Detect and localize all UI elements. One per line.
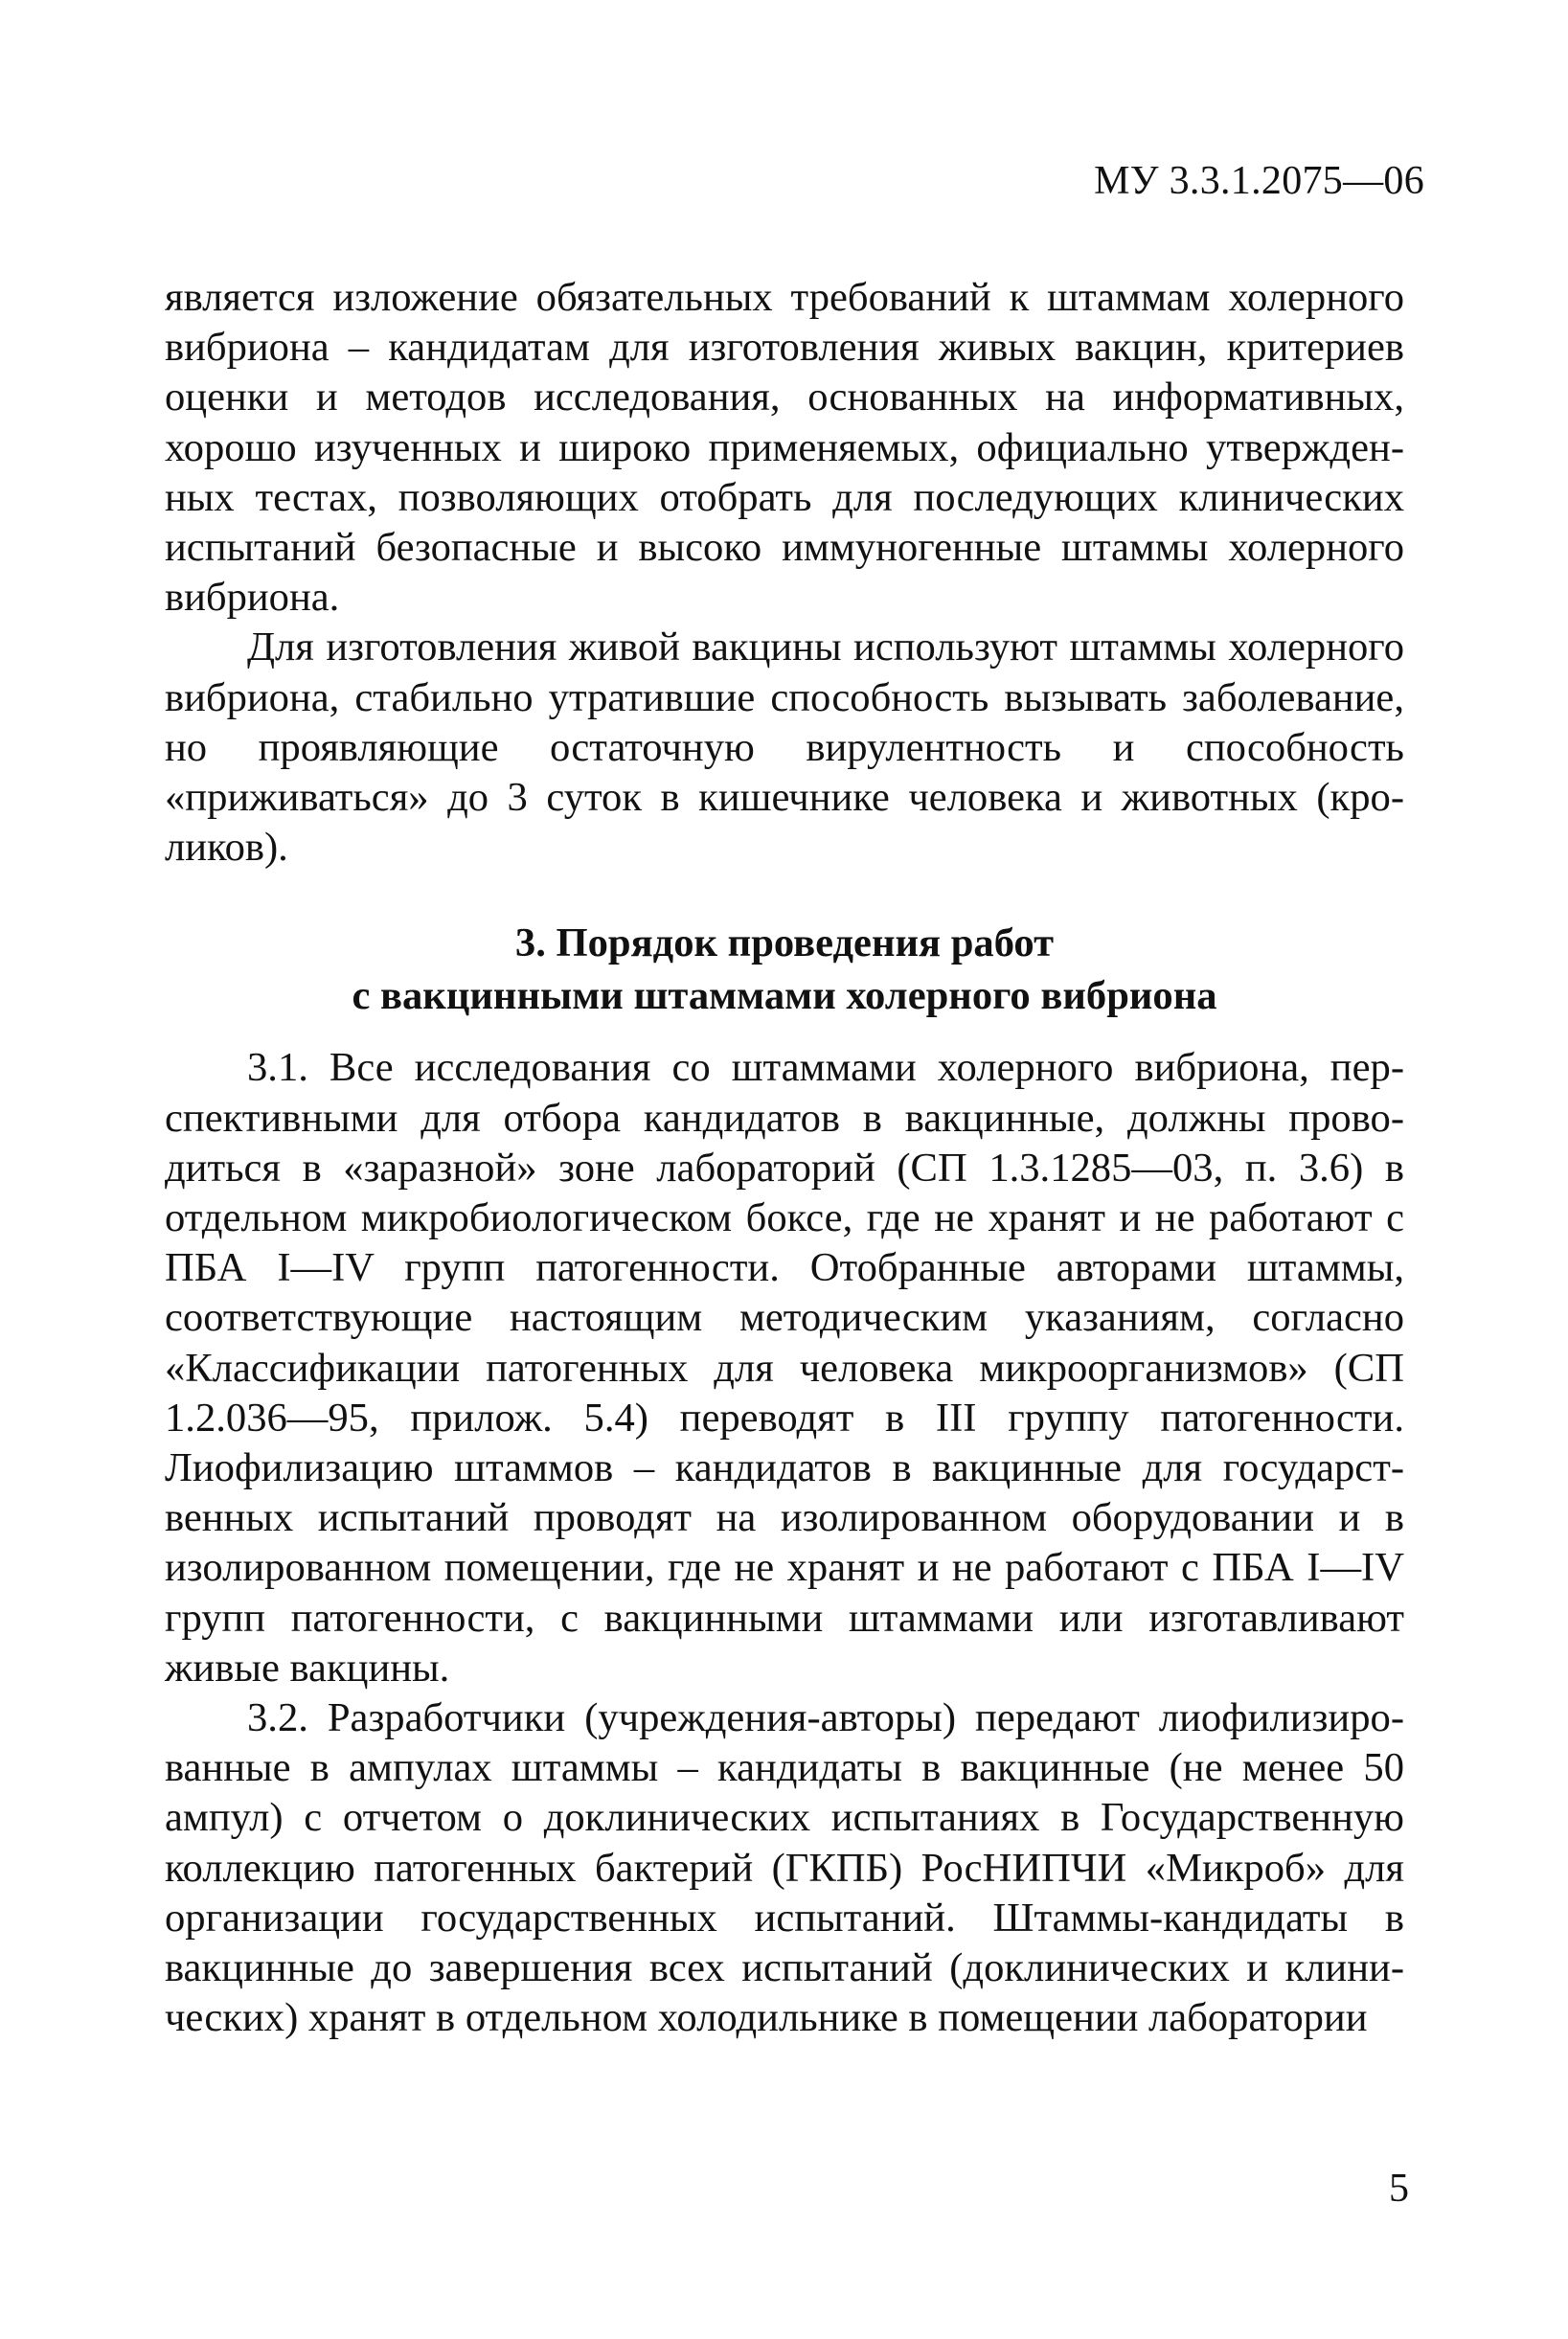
section-heading — [165, 917, 1404, 1022]
document-code: МУ 3.3.1.2075—06 — [1094, 159, 1424, 203]
page-number: 5 — [1389, 2167, 1409, 2211]
paragraph-intro-continuation: является изложение обязательных требований к штаммам холерного вибриона – кандидатам для изготовления живых вакцин, критериев оценки и методов исследования, основанных на информативных, хорошо изученных и широко применяемых, официально утвержденных тестах, позволяющих отобрать для последующих клинических испытаний безопасные и высоко иммуногенные штаммы холерного вибриона. — [165, 275, 1404, 621]
paragraph-3-1: 3.1. Все исследования со штаммами холерного вибриона, перспективными для отбора кандидатов в вакцинные, должны проводиться в «заразной» зоне лабораторий (СП 1.3.1285—03, п. 3.6) в отдельном микробиологическом боксе, где не хранят и не работают с ПБА I—IV групп патогенности. Отобранные авторами штаммы, соответствующие настоящим методическим указаниям, согласно «Классификации патогенных для человека микроорганизмов» (СП 1.2.036—95, прилож. 5.4) переводят в III группу патогенности. Лиофилизацию штаммов – кандидатов в вакцинные для государственных испытаний проводят на изолированном оборудовании и в изолированном помещении, где не хранят и не работают с ПБА I—IV групп патогенности, с вакцинными штаммами или изготавливают живые вакцины. — [165, 1045, 1404, 1691]
paragraph-live-vaccine: Для изготовления живой вакцины используют штаммы холерного вибриона, стабильно утратившие способность вызывать заболевание, но проявляющие остаточную вирулентность и способность «приживаться» до 3 суток в кишечнике человека и животных (кроликов). — [165, 624, 1404, 871]
section-heading-line-2: с вакцинными штаммами холерного вибриона — [352, 973, 1217, 1019]
section-heading-line-1: 3. Порядок проведения работ — [514, 920, 1055, 966]
paragraph-3-2: 3.2. Разработчики (учреждения-авторы) передают лиофилизированные в ампулах штаммы – кандидаты в вакцинные (не менее 50 ампул) с отчетом о доклинических испытаниях в Государственную коллекцию патогенных бактерий (ГКПБ) РосНИПЧИ «Микроб» для организации государственных испытаний. Штаммы-кандидаты в вакцинные до завершения всех испытаний (доклинических и клинических) хранят в отдельном холодильнике в помещении лаборатории — [165, 1695, 1404, 2041]
document-body — [165, 273, 1404, 2044]
